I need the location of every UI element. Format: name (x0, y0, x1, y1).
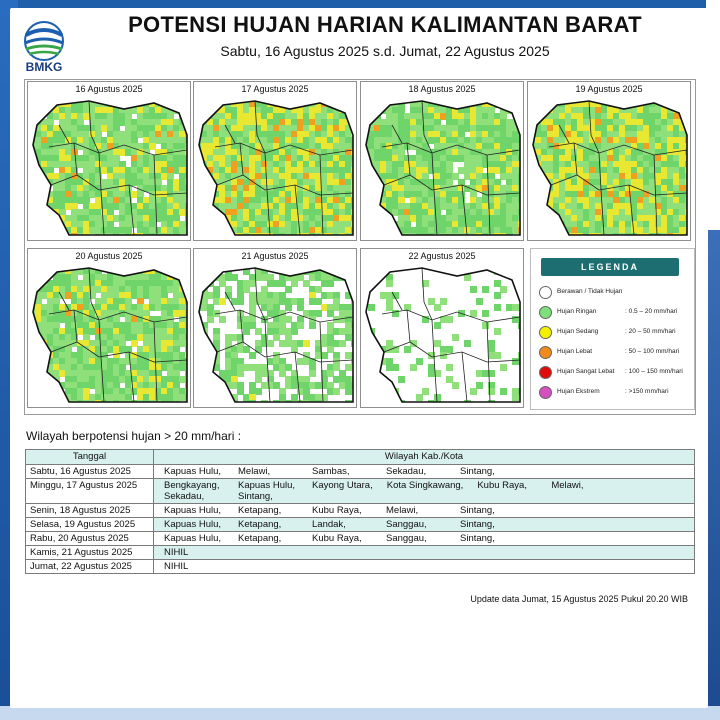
legend-item (539, 365, 694, 381)
region-name: Kubu Raya, (477, 480, 527, 491)
row-date: Minggu, 17 Agustus 2025 (26, 479, 154, 504)
table-intro: Wilayah berpotensi hujan > 20 mm/hari : (26, 429, 242, 443)
rain-map-3 (360, 81, 524, 241)
legend-item (539, 305, 694, 321)
row-date: Selasa, 19 Agustus 2025 (26, 518, 154, 532)
legend-range: : 50 – 100 mm/hari (625, 348, 680, 355)
region-name: Sekadau, (164, 491, 205, 502)
rain-map-7 (360, 248, 524, 408)
row-regions (154, 546, 695, 560)
region-name: Ketapang, (238, 505, 282, 516)
logo-text: BMKG (25, 60, 63, 74)
region-name: Melawi, (386, 505, 419, 516)
update-note: Update data Jumat, 15 Agustus 2025 Pukul 20.20 WIB (470, 594, 688, 604)
region-name: Sintang, (460, 533, 495, 544)
legend-color-swatch (539, 386, 552, 399)
region-name: Sanggau, (386, 533, 427, 544)
map-graphic (362, 95, 522, 239)
legend-color-swatch (539, 306, 552, 319)
row-date: Senin, 18 Agustus 2025 (26, 504, 154, 518)
map-graphic (195, 95, 355, 239)
rain-map-1 (27, 81, 191, 241)
background-right-band (706, 0, 720, 720)
table-row (26, 479, 695, 504)
legend-range: : 0.5 – 20 mm/hari (625, 308, 678, 315)
page-subtitle: Sabtu, 16 Agustus 2025 s.d. Jumat, 22 Agustus 2025 (220, 43, 550, 59)
region-name: Kota Singkawang, (386, 480, 464, 491)
legend-range: : 20 – 50 mm/hari (625, 328, 676, 335)
region-name: Sintang, (460, 519, 495, 530)
map-graphic (362, 262, 522, 406)
map-graphic (195, 262, 355, 406)
region-name: Sambas, (312, 466, 350, 477)
legend-item (539, 325, 694, 341)
row-date: Sabtu, 16 Agustus 2025 (26, 465, 154, 479)
region-name: Kapuas Hulu, (164, 466, 222, 477)
map-date-label: 20 Agustus 2025 (75, 251, 143, 261)
header-date: Tanggal (26, 450, 154, 465)
table-row (26, 532, 695, 546)
region-name: Kayong Utara, (312, 480, 373, 491)
legend-label: Hujan Lebat (557, 348, 593, 355)
region-name: Kubu Raya, (312, 505, 362, 516)
region-name: Kapuas Hulu, (164, 533, 222, 544)
legend-item (539, 285, 694, 301)
row-regions (154, 518, 695, 532)
map-graphic (529, 95, 689, 239)
legend-item (539, 385, 694, 401)
map-graphic (29, 95, 189, 239)
rain-map-6 (193, 248, 357, 408)
table-row (26, 518, 695, 532)
legend (530, 248, 695, 410)
rain-map-5 (27, 248, 191, 408)
map-date-label: 17 Agustus 2025 (241, 84, 309, 94)
row-regions (154, 532, 695, 546)
rain-map-4 (527, 81, 691, 241)
region-name: Kapuas Hulu, (164, 519, 222, 530)
region-name: Ketapang, (238, 519, 282, 530)
region-name: Sintang, (460, 466, 495, 477)
legend-color-swatch (539, 346, 552, 359)
header-region: Wilayah Kab./Kota (154, 450, 695, 465)
legend-label: Hujan Ekstrem (557, 388, 600, 395)
region-name: Sintang, (460, 505, 495, 516)
table-row (26, 560, 695, 574)
map-date-label: 19 Agustus 2025 (575, 84, 643, 94)
region-name: Kapuas Hulu, (164, 505, 222, 516)
map-date-label: 18 Agustus 2025 (408, 84, 476, 94)
legend-color-swatch (539, 366, 552, 379)
legend-range: : 100 – 150 mm/hari (625, 368, 683, 375)
region-name: Landak, (312, 519, 346, 530)
table-row (26, 546, 695, 560)
map-date-label: 21 Agustus 2025 (241, 251, 309, 261)
row-regions (154, 479, 695, 504)
region-name: Ketapang, (238, 533, 282, 544)
background-bottom-band (0, 706, 720, 720)
row-regions (154, 560, 695, 574)
table-row (26, 465, 695, 479)
region-name: Melawi, (551, 480, 584, 491)
region-name: Kubu Raya, (312, 533, 362, 544)
map-date-label: 22 Agustus 2025 (408, 251, 476, 261)
region-name: Sekadau, (386, 466, 427, 477)
legend-label: Hujan Ringan (557, 308, 597, 315)
region-name: Melawi, (238, 466, 271, 477)
row-regions (154, 504, 695, 518)
region-name: Sanggau, (386, 519, 427, 530)
legend-item (539, 345, 694, 361)
legend-title: LEGENDA (541, 258, 679, 276)
row-date: Rabu, 20 Agustus 2025 (26, 532, 154, 546)
row-date: Jumat, 22 Agustus 2025 (26, 560, 154, 574)
legend-color-swatch (539, 326, 552, 339)
legend-color-swatch (539, 286, 552, 299)
rain-table (25, 449, 695, 574)
legend-label: Berawan / Tidak Hujan (557, 288, 623, 295)
region-name: Kapuas Hulu, (238, 480, 296, 491)
row-regions (154, 465, 695, 479)
region-name: NIHIL (164, 561, 189, 572)
region-name: NIHIL (164, 547, 189, 558)
row-date: Kamis, 21 Agustus 2025 (26, 546, 154, 560)
map-graphic (29, 262, 189, 406)
table-row (26, 504, 695, 518)
legend-label: Hujan Sangat Lebat (557, 368, 615, 375)
page-title: POTENSI HUJAN HARIAN KALIMANTAN BARAT (128, 12, 642, 37)
region-name: Sintang, (238, 491, 273, 502)
region-name: Bengkayang, (164, 480, 220, 491)
rain-map-2 (193, 81, 357, 241)
map-date-label: 16 Agustus 2025 (75, 84, 143, 94)
legend-label: Hujan Sedang (557, 328, 599, 335)
legend-range: : >150 mm/hari (625, 388, 669, 395)
